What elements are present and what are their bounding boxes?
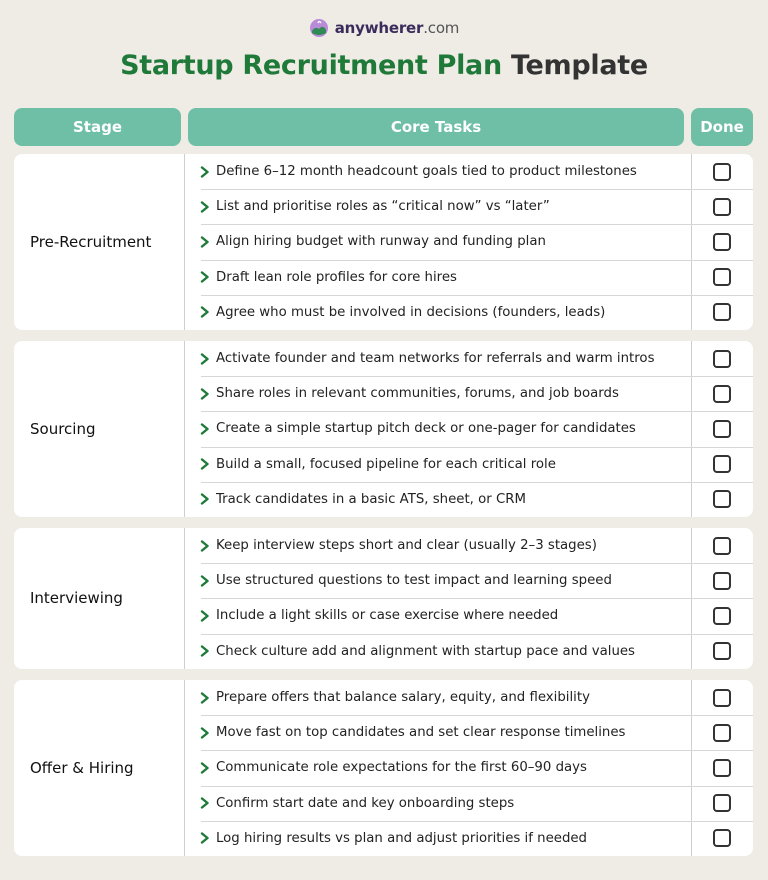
task-row (185, 154, 753, 189)
task-item (185, 690, 691, 705)
done-cell (691, 385, 753, 403)
task-text: Log hiring results vs plan and adjust priorities if needed (216, 830, 588, 846)
task-row (185, 821, 753, 856)
chevron-right-icon (199, 166, 211, 178)
brand-name-main: anywherer (334, 19, 424, 37)
stage-section (14, 154, 753, 330)
done-checkbox[interactable] (713, 829, 731, 847)
task-text: Use structured questions to test impact and learning speed (216, 573, 612, 589)
task-row (185, 224, 753, 259)
task-text: Communicate role expectations for the first 60–90 days (216, 760, 587, 776)
brand (0, 16, 768, 40)
done-cell (691, 268, 753, 286)
brand-name-tld: .com (423, 19, 460, 37)
chevron-right-icon (199, 645, 211, 657)
stage-label: Sourcing (14, 341, 185, 517)
stage-label: Offer & Hiring (14, 680, 185, 856)
task-row (185, 482, 753, 517)
done-cell (691, 689, 753, 707)
task-list (185, 154, 753, 330)
page-title (0, 50, 768, 81)
chevron-right-icon (199, 493, 211, 505)
task-list (185, 680, 753, 856)
task-item (185, 421, 691, 436)
done-checkbox[interactable] (713, 303, 731, 321)
anywherer-logo-icon (309, 18, 329, 38)
chevron-right-icon (199, 201, 211, 213)
column-header-core-tasks: Core Tasks (188, 108, 684, 146)
task-text: List and prioritise roles as “critical now” vs “later” (216, 199, 550, 215)
stage-section (14, 680, 753, 856)
done-checkbox[interactable] (713, 455, 731, 473)
done-checkbox[interactable] (713, 537, 731, 555)
chevron-right-icon (199, 610, 211, 622)
task-row (185, 376, 753, 411)
task-text: Agree who must be involved in decisions (founders, leads) (216, 304, 606, 320)
brand-name (335, 19, 459, 37)
task-item (185, 796, 691, 811)
task-item (185, 457, 691, 472)
done-checkbox[interactable] (713, 385, 731, 403)
task-item (185, 608, 691, 623)
task-text: Align hiring budget with runway and funding plan (216, 234, 546, 250)
done-checkbox[interactable] (713, 572, 731, 590)
task-row (185, 715, 753, 750)
page-title-highlight: Startup Recruitment Plan (120, 50, 502, 81)
chevron-right-icon (199, 236, 211, 248)
task-row (185, 295, 753, 330)
task-list (185, 528, 753, 669)
done-cell (691, 537, 753, 555)
task-row (185, 634, 753, 669)
done-cell (691, 829, 753, 847)
task-row (185, 598, 753, 633)
chevron-right-icon (199, 271, 211, 283)
task-text: Keep interview steps short and clear (usually 2–3 stages) (216, 538, 597, 554)
done-cell (691, 455, 753, 473)
done-checkbox[interactable] (713, 198, 731, 216)
task-text: Prepare offers that balance salary, equity, and flexibility (216, 690, 590, 706)
task-text: Activate founder and team networks for referrals and warm intros (216, 351, 655, 367)
task-list (185, 341, 753, 517)
chevron-right-icon (199, 832, 211, 844)
task-row (185, 528, 753, 563)
done-cell (691, 420, 753, 438)
chevron-right-icon (199, 458, 211, 470)
done-cell (691, 163, 753, 181)
task-text: Move fast on top candidates and set clear response timelines (216, 725, 626, 741)
task-item (185, 351, 691, 366)
task-text: Draft lean role profiles for core hires (216, 269, 457, 285)
done-checkbox[interactable] (713, 724, 731, 742)
done-checkbox[interactable] (713, 642, 731, 660)
task-text: Build a small, focused pipeline for each critical role (216, 456, 556, 472)
column-header-stage: Stage (14, 108, 181, 146)
chevron-right-icon (199, 540, 211, 552)
stage-label: Pre-Recruitment (14, 154, 185, 330)
chevron-right-icon (199, 353, 211, 365)
chevron-right-icon (199, 388, 211, 400)
task-row (185, 260, 753, 295)
chevron-right-icon (199, 423, 211, 435)
done-cell (691, 350, 753, 368)
task-text: Include a light skills or case exercise where needed (216, 608, 559, 624)
done-cell (691, 759, 753, 777)
task-item (185, 164, 691, 179)
done-cell (691, 607, 753, 625)
done-cell (691, 642, 753, 660)
task-row (185, 447, 753, 482)
task-text: Check culture add and alignment with startup pace and values (216, 643, 635, 659)
chevron-right-icon (199, 762, 211, 774)
task-row (185, 189, 753, 224)
done-cell (691, 303, 753, 321)
done-cell (691, 490, 753, 508)
task-row (185, 341, 753, 376)
task-item (185, 270, 691, 285)
task-item (185, 305, 691, 320)
done-cell (691, 794, 753, 812)
task-item (185, 492, 691, 507)
task-item (185, 234, 691, 249)
chevron-right-icon (199, 797, 211, 809)
done-checkbox[interactable] (713, 689, 731, 707)
task-item (185, 199, 691, 214)
task-text: Create a simple startup pitch deck or one-pager for candidates (216, 421, 636, 437)
task-item (185, 573, 691, 588)
task-item (185, 538, 691, 553)
chevron-right-icon (199, 727, 211, 739)
done-checkbox[interactable] (713, 794, 731, 812)
column-header-done: Done (691, 108, 753, 146)
chevron-right-icon (199, 692, 211, 704)
done-checkbox[interactable] (713, 607, 731, 625)
done-checkbox[interactable] (713, 759, 731, 777)
task-row (185, 750, 753, 785)
task-item (185, 760, 691, 775)
done-cell (691, 724, 753, 742)
task-row (185, 680, 753, 715)
done-cell (691, 572, 753, 590)
task-item (185, 644, 691, 659)
done-checkbox[interactable] (713, 490, 731, 508)
chevron-right-icon (199, 575, 211, 587)
done-checkbox[interactable] (713, 420, 731, 438)
stage-section (14, 341, 753, 517)
task-row (185, 411, 753, 446)
done-checkbox[interactable] (713, 268, 731, 286)
task-item (185, 386, 691, 401)
task-text: Share roles in relevant communities, forums, and job boards (216, 386, 619, 402)
task-text: Track candidates in a basic ATS, sheet, or CRM (216, 491, 526, 507)
page-title-rest: Template (511, 50, 648, 81)
done-checkbox[interactable] (713, 350, 731, 368)
done-checkbox[interactable] (713, 163, 731, 181)
task-row (185, 563, 753, 598)
done-checkbox[interactable] (713, 233, 731, 251)
done-cell (691, 233, 753, 251)
stage-label: Interviewing (14, 528, 185, 669)
task-text: Define 6–12 month headcount goals tied to product milestones (216, 164, 637, 180)
chevron-right-icon (199, 306, 211, 318)
task-item (185, 725, 691, 740)
task-item (185, 831, 691, 846)
task-row (185, 786, 753, 821)
stage-section (14, 528, 753, 669)
done-cell (691, 198, 753, 216)
task-text: Confirm start date and key onboarding steps (216, 795, 515, 811)
